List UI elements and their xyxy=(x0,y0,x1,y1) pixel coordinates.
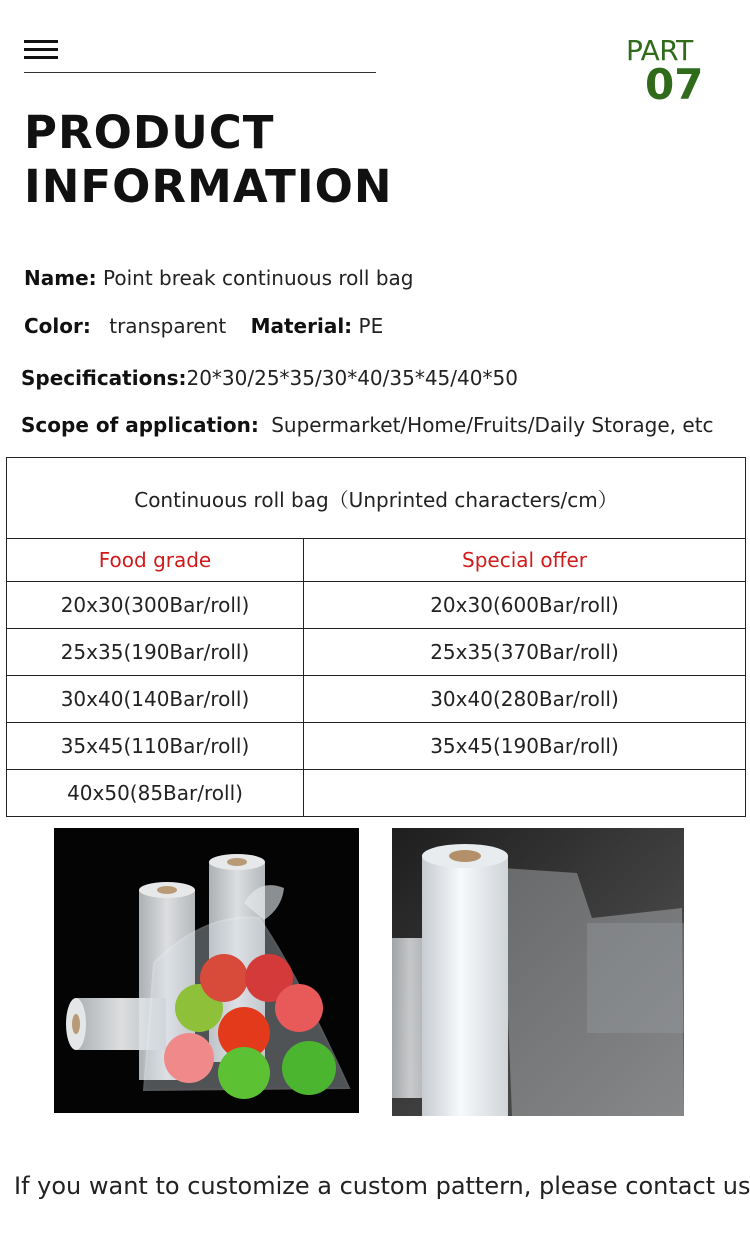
header-food-grade: Food grade xyxy=(7,539,304,582)
color-label: Color: xyxy=(24,314,91,338)
food-grade-cell: 25x35(190Bar/roll) xyxy=(7,629,304,676)
spec-value: 20*30/25*35/30*40/35*45/40*50 xyxy=(186,366,518,390)
food-grade-cell: 30x40(140Bar/roll) xyxy=(7,676,304,723)
scope-value: Supermarket/Home/Fruits/Daily Storage, etc xyxy=(271,413,714,437)
name-label: Name: xyxy=(24,266,97,290)
scope-label: Scope of application: xyxy=(21,413,259,437)
scope-row xyxy=(21,413,714,437)
food-grade-cell: 35x45(110Bar/roll) xyxy=(7,723,304,770)
header-divider xyxy=(24,72,376,73)
food-grade-cell: 40x50(85Bar/roll) xyxy=(7,770,304,817)
product-photo-fruit-bag xyxy=(54,828,359,1113)
page-title xyxy=(24,106,393,214)
table-row xyxy=(7,629,746,676)
table-row xyxy=(7,723,746,770)
contact-footer: If you want to customize a custom pattern, please contact us xyxy=(14,1172,750,1200)
special-offer-cell: 20x30(600Bar/roll) xyxy=(304,582,746,629)
header-special-offer: Special offer xyxy=(304,539,746,582)
title-line-1: PRODUCT xyxy=(24,106,275,159)
table-row xyxy=(7,770,746,817)
special-offer-cell: 25x35(370Bar/roll) xyxy=(304,629,746,676)
color-value: transparent xyxy=(109,314,227,338)
title-line-2: INFORMATION xyxy=(24,160,393,213)
part-label: PART xyxy=(626,34,693,67)
color-row xyxy=(24,314,383,338)
special-offer-cell: 35x45(190Bar/roll) xyxy=(304,723,746,770)
material-label: Material: xyxy=(250,314,353,338)
special-offer-cell xyxy=(304,770,746,817)
special-offer-cell: 30x40(280Bar/roll) xyxy=(304,676,746,723)
product-photo-roll xyxy=(392,828,684,1116)
food-grade-cell: 20x30(300Bar/roll) xyxy=(7,582,304,629)
menu-icon[interactable] xyxy=(24,40,58,58)
name-value: Point break continuous roll bag xyxy=(103,266,414,290)
table-caption: Continuous roll bag（Unprinted characters/cm） xyxy=(7,458,746,539)
material-value: PE xyxy=(358,314,384,338)
spec-row xyxy=(21,366,518,390)
spec-label: Specifications: xyxy=(21,366,187,390)
spec-table xyxy=(6,457,745,817)
table-row xyxy=(7,676,746,723)
name-row xyxy=(24,266,413,290)
table-row xyxy=(7,582,746,629)
part-number: 07 xyxy=(645,60,704,109)
